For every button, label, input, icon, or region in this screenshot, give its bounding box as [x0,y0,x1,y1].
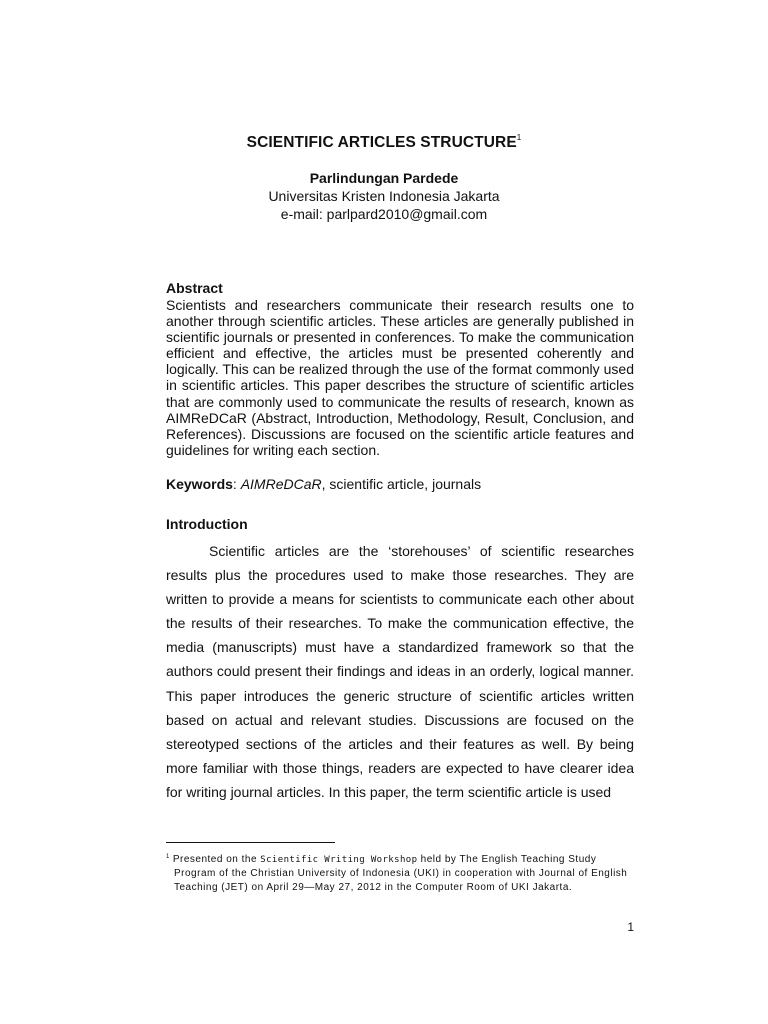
footnote-text-after: held by The English Teaching Study Program of the Christian University of Indonesia (UKI) in cooperation with Journal of English Teaching (JET) on April 29—May 27, 2012 in the Computer Room of UKI Jakarta. [174,854,628,893]
page-number: 1 [627,920,634,934]
article-title [0,133,768,152]
title-footnote-marker: 1 [516,133,522,142]
footnote-divider [166,842,335,843]
keywords-emphasized: AIMReDCaR [240,476,322,492]
keywords-rest: , scientific article, journals [321,476,482,492]
keywords-label: Keywords [166,476,233,492]
author-name: Parlindungan Pardede [309,170,459,186]
author-email: e-mail: parlpard2010@gmail.com [280,206,488,222]
author-affiliation: Universitas Kristen Indonesia Jakarta [268,188,500,204]
introduction-body: Scientific articles are the ‘storehouses’ of scientific researches results plus the procedures used to make those researches. They are written to provide a means for scientists to communicate each other about the results of their researches. To make the communication effective, the media (manuscripts) must have a standardized framework so that the authors could present their findings and ideas in an orderly, logical manner. This paper introduces the generic structure of scientific articles written based on actual and relevant studies. Discussions are focused on the stereotyped sections of the articles and their features as well. By being more familiar with those things, readers are expected to have clearer idea for writing journal articles. In this paper, the term scientific article is used [166,543,634,800]
footnote-marker: 1 [166,854,170,860]
footnote-text-before: Presented on the [172,854,261,865]
footnote-emphasized: Scientific Writing Workshop [260,855,418,865]
footnote [166,850,634,895]
abstract-body: Scientists and researchers communicate their research results one to another through scientific articles. These articles are generally published in scientific journals or presented in conferences. To make the communication efficient and effective, the articles must be presented coherently and logically. This can be realized through the use of the format commonly used in scientific articles. This paper describes the structure of scientific articles that are commonly used to communicate the results of research, known as AIMReDCaR (Abstract, Introduction, Methodology, Result, Conclusion, and References). Discussions are focused on the scientific article features and guidelines for writing each section. [166,297,634,458]
abstract-heading: Abstract [166,280,223,296]
article-title-text: SCIENTIFIC ARTICLES STRUCTURE [246,134,517,151]
keywords-line [166,476,634,492]
introduction-heading: Introduction [166,516,248,532]
keywords-separator: : [232,476,241,492]
